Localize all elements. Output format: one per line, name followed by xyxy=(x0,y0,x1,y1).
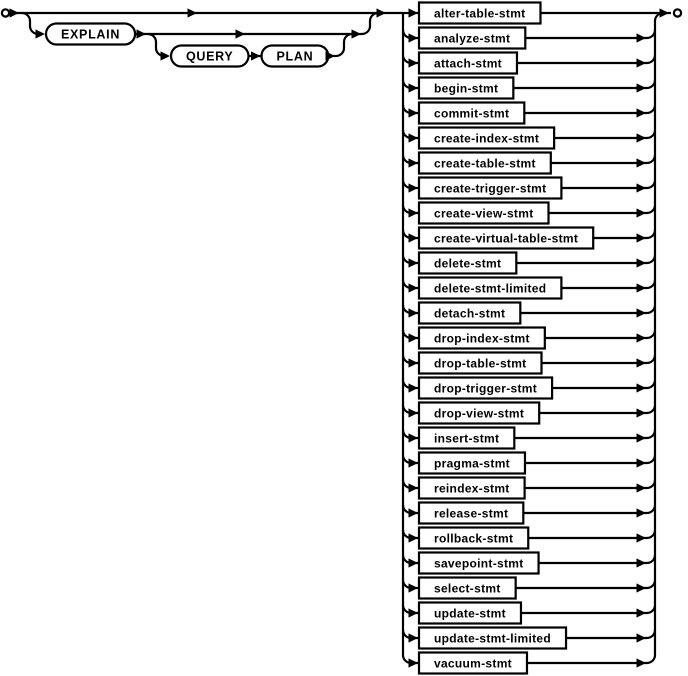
arrow-icon xyxy=(409,633,419,642)
arrow-icon xyxy=(637,633,647,642)
join-curve xyxy=(647,155,655,163)
arrow-icon xyxy=(409,658,419,667)
arrow-icon xyxy=(409,483,419,492)
arrow-icon xyxy=(409,8,419,17)
keyword-label: PLAN xyxy=(276,49,314,64)
arrow-icon xyxy=(637,458,647,467)
arrow-icon xyxy=(409,208,419,217)
statement-label: update-stmt-limited xyxy=(433,631,552,646)
statement-label: alter-table-stmt xyxy=(433,6,526,21)
statement-label: drop-view-stmt xyxy=(433,406,525,421)
statement-label: create-virtual-table-stmt xyxy=(433,231,579,246)
join-curve xyxy=(647,355,655,363)
join-curve xyxy=(336,34,352,56)
statement-label: delete-stmt-limited xyxy=(433,281,547,296)
arrow-icon xyxy=(409,308,419,317)
arrow-icon xyxy=(409,358,419,367)
arrow-icon xyxy=(409,258,419,267)
join-curve xyxy=(647,605,655,613)
statement-label: insert-stmt xyxy=(433,431,500,446)
arrow-icon xyxy=(409,558,419,567)
statement-label: create-table-stmt xyxy=(433,156,536,171)
arrow-icon xyxy=(637,433,647,442)
arrow-icon xyxy=(10,8,20,17)
arrow-icon xyxy=(409,233,419,242)
arrow-icon xyxy=(409,158,419,167)
statement-label: select-stmt xyxy=(433,581,501,596)
join-curve xyxy=(647,580,655,588)
statement-label: savepoint-stmt xyxy=(433,556,524,571)
join-curve xyxy=(647,505,655,513)
join-curve xyxy=(362,13,378,34)
join-curve xyxy=(647,430,655,438)
statement-label: begin-stmt xyxy=(433,81,499,96)
arrow-icon xyxy=(409,583,419,592)
arrow-icon xyxy=(409,283,419,292)
join-curve xyxy=(647,105,655,113)
join-curve xyxy=(647,655,655,663)
statement-label: delete-stmt xyxy=(433,256,502,271)
join-curve xyxy=(647,205,655,213)
arrow-icon xyxy=(637,83,647,92)
keyword-label: EXPLAIN xyxy=(60,27,121,42)
arrow-icon xyxy=(137,29,147,38)
arrow-icon xyxy=(637,408,647,417)
arrow-icon xyxy=(409,133,419,142)
arrow-icon xyxy=(36,29,46,38)
start-terminal-icon xyxy=(2,9,9,16)
arrow-icon xyxy=(637,358,647,367)
arrow-icon xyxy=(637,608,647,617)
statement-label: drop-index-stmt xyxy=(433,331,530,346)
join-curve xyxy=(647,380,655,388)
statement-label: commit-stmt xyxy=(433,106,510,121)
arrow-icon xyxy=(251,51,261,60)
arrow-icon xyxy=(409,33,419,42)
join-curve xyxy=(647,130,655,138)
arrow-icon xyxy=(409,508,419,517)
arrow-icon xyxy=(637,533,647,542)
join-curve xyxy=(647,30,655,38)
statement-label: analyze-stmt xyxy=(433,31,511,46)
statement-label: create-trigger-stmt xyxy=(433,181,547,196)
join-curve xyxy=(647,480,655,488)
arrow-icon xyxy=(409,383,419,392)
arrow-icon xyxy=(637,158,647,167)
join-curve xyxy=(647,180,655,188)
arrow-icon xyxy=(637,508,647,517)
arrow-icon xyxy=(637,58,647,67)
statement-label: drop-table-stmt xyxy=(433,356,527,371)
statement-label: update-stmt xyxy=(433,606,506,621)
join-curve xyxy=(647,555,655,563)
statement-label: pragma-stmt xyxy=(433,456,510,471)
join-curve xyxy=(647,330,655,338)
arrow-icon xyxy=(409,408,419,417)
end-terminal-icon xyxy=(674,9,681,16)
arrow-icon xyxy=(637,183,647,192)
arrow-icon xyxy=(409,183,419,192)
statement-label: detach-stmt xyxy=(433,306,506,321)
statement-label: drop-trigger-stmt xyxy=(433,381,538,396)
statement-label: vacuum-stmt xyxy=(433,656,512,671)
statement-label: create-view-stmt xyxy=(433,206,534,221)
arrow-icon xyxy=(637,333,647,342)
join-curve xyxy=(647,80,655,88)
arrow-icon xyxy=(188,8,198,17)
join-curve xyxy=(647,280,655,288)
join-curve xyxy=(647,55,655,63)
statement-label: reindex-stmt xyxy=(433,481,510,496)
arrow-icon xyxy=(409,608,419,617)
join-curve xyxy=(647,405,655,413)
arrow-icon xyxy=(637,108,647,117)
arrow-icon xyxy=(409,458,419,467)
join-curve xyxy=(647,455,655,463)
join-curve xyxy=(647,230,655,238)
arrow-icon xyxy=(409,83,419,92)
arrow-icon xyxy=(637,208,647,217)
arrow-icon xyxy=(409,533,419,542)
arrow-icon xyxy=(637,658,647,667)
arrow-icon xyxy=(637,308,647,317)
arrow-icon xyxy=(637,583,647,592)
arrow-icon xyxy=(161,51,171,60)
arrow-icon xyxy=(637,483,647,492)
statement-label: create-index-stmt xyxy=(433,131,540,146)
arrow-icon xyxy=(326,51,336,60)
arrow-icon xyxy=(637,558,647,567)
arrow-icon xyxy=(637,233,647,242)
arrow-icon xyxy=(637,33,647,42)
arrow-icon xyxy=(409,108,419,117)
join-curve xyxy=(647,255,655,263)
join-curve xyxy=(647,530,655,538)
arrow-icon xyxy=(637,258,647,267)
arrow-icon xyxy=(409,58,419,67)
arrow-icon xyxy=(637,133,647,142)
arrow-icon xyxy=(637,283,647,292)
join-curve xyxy=(647,630,655,638)
statement-label: release-stmt xyxy=(433,506,509,521)
statement-label: attach-stmt xyxy=(433,56,502,71)
statement-label: rollback-stmt xyxy=(433,531,514,546)
keyword-label: QUERY xyxy=(185,49,234,64)
arrow-icon xyxy=(637,383,647,392)
join-curve xyxy=(647,305,655,313)
arrow-icon xyxy=(236,29,246,38)
arrow-icon xyxy=(660,8,670,17)
arrow-icon xyxy=(409,433,419,442)
arrow-icon xyxy=(352,29,362,38)
arrow-icon xyxy=(409,333,419,342)
